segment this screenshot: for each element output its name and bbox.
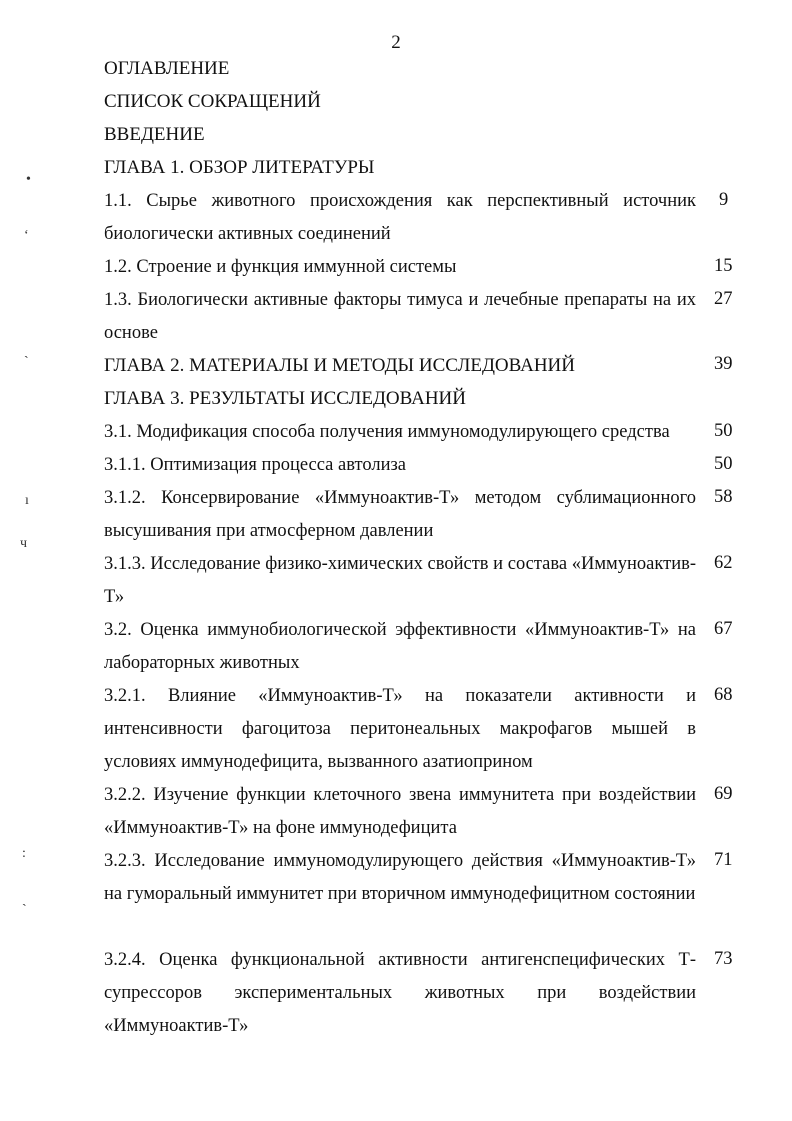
toc-entry-page: 71	[714, 850, 733, 870]
toc-entry-3-1	[104, 416, 696, 449]
toc-entry-page: 9	[719, 190, 729, 210]
toc-entry-3-2-1	[104, 680, 696, 779]
toc-entry-3-2	[104, 614, 696, 680]
introduction-title: ВВЕДЕНИЕ	[104, 124, 205, 145]
page-number: 2	[391, 32, 401, 53]
toc-entry-page: 68	[714, 685, 733, 705]
toc-entry-text: 3.1.2. Консервирование «Иммуноактив-Т» методом сублимационного высушивания при атмосферном давлении	[104, 488, 696, 541]
toc-entry-3-2-2	[104, 779, 696, 845]
toc-entry-3-2-4	[104, 944, 696, 1043]
toc-entry-1-2	[104, 251, 696, 284]
toc-entry-page: 50	[714, 421, 733, 441]
toc-entry-text: 3.1.1. Оптимизация процесса автолиза	[104, 455, 406, 475]
toc-entry-text: 3.2.3. Исследование иммуномодулирующего действия «Иммуноактив-Т» на гуморальный иммунитет при вторичном иммунодефицитном состоянии	[104, 851, 696, 904]
toc-entry-page: 39	[714, 354, 733, 374]
toc-entry-text: 3.2.1. Влияние «Иммуноактив-Т» на показатели активности и интенсивности фагоцитоза перитонеальных макрофагов мышей в условиях иммунодефицита, вызванного азатиоприном	[104, 686, 696, 772]
toc-entry-3-1-1	[104, 449, 696, 482]
toc-entry-page: 50	[714, 454, 733, 474]
toc-entry-page: 69	[714, 784, 733, 804]
contents-title: ОГЛАВЛЕНИЕ	[104, 58, 230, 79]
abbreviations-title: СПИСОК СОКРАЩЕНИЙ	[104, 91, 321, 112]
toc-entry-text: 1.3. Биологически активные факторы тимуса и лечебные препараты на их основе	[104, 290, 696, 343]
scan-speck: ˎ	[24, 344, 29, 359]
scan-speck: :	[22, 846, 26, 861]
toc-entry-text: ГЛАВА 3. РЕЗУЛЬТАТЫ ИССЛЕДОВАНИЙ	[104, 388, 467, 409]
toc-entry-text: 3.2.4. Оценка функциональной активности антигенспецифических Т-супрессоров экспериментальных животных при воздействии «Иммуноактив-Т»	[104, 950, 696, 1036]
scan-speck: ʻ	[24, 228, 29, 243]
toc-entry-text: 3.2.2. Изучение функции клеточного звена иммунитета при воздействии «Иммуноактив-Т» на фоне иммунодефицита	[104, 785, 696, 838]
toc-entry-page: 15	[714, 256, 733, 276]
toc-entry-3-2-3	[104, 845, 696, 911]
toc-entry-text: 3.1. Модификация способа получения иммуномодулирующего средства	[104, 422, 670, 442]
toc-entry-text: ГЛАВА 2. МАТЕРИАЛЫ И МЕТОДЫ ИССЛЕДОВАНИЙ	[104, 355, 575, 376]
scan-speck: ı	[25, 493, 29, 508]
toc-entry-text: 3.2. Оценка иммунобиологической эффективности «Иммуноактив-Т» на лабораторных животных	[104, 620, 696, 673]
toc-entry-page: 62	[714, 553, 733, 573]
toc-entry-1-3	[104, 284, 696, 350]
scan-speck: •	[26, 172, 31, 187]
scan-speck: ч	[20, 536, 28, 551]
toc-entry-text: 1.1. Сырье животного происхождения как перспективный источник биологически активных соединений	[104, 191, 696, 244]
toc-entry-3-1-2	[104, 482, 696, 548]
toc-entry-page: 27	[714, 289, 733, 309]
toc-entry-1-1	[104, 185, 696, 251]
toc-entry-chapter-1	[104, 151, 696, 184]
toc-entry-chapter-2	[104, 349, 696, 382]
toc-entry-text: 1.2. Строение и функция иммунной системы	[104, 257, 457, 277]
toc-entry-chapter-3	[104, 382, 696, 415]
toc-entry-page: 58	[714, 487, 733, 507]
toc-entry-page: 67	[714, 619, 733, 639]
toc-entry-text: 3.1.3. Исследование физико-химических свойств и состава «Иммуноактив-Т»	[104, 554, 696, 607]
toc-entry-text: ГЛАВА 1. ОБЗОР ЛИТЕРАТУРЫ	[104, 157, 375, 178]
toc-entry-3-1-3	[104, 548, 696, 614]
toc-entry-page: 73	[714, 949, 733, 969]
scan-speck: ˎ	[22, 892, 27, 907]
